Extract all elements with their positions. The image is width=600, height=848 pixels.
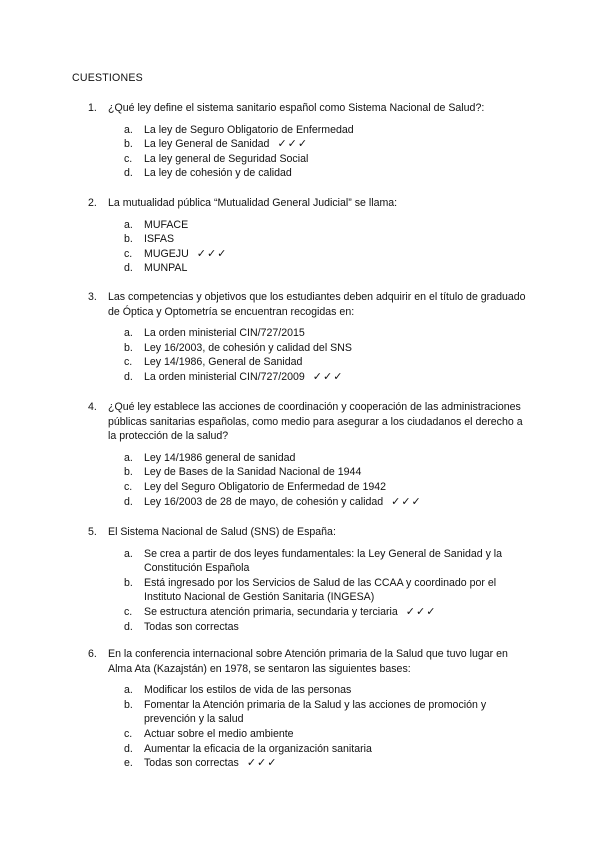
option-item: [124, 495, 528, 510]
options-list: [124, 123, 528, 181]
option-letter: e.: [124, 757, 133, 770]
option-item: [124, 576, 528, 605]
question-text: Las competencias y objetivos que los estudiantes deben adquirir en el título de graduado de Óptica y Optometría se encuentran recogidas en:: [108, 291, 526, 318]
option-text: [144, 355, 528, 370]
option-text: [144, 683, 528, 698]
question-text: ¿Qué ley establece las acciones de coordinación y cooperación de las administraciones públicas sanitarias españolas, como medio para asegurar a los ciudadanos el derecho a la protección de la salud?: [108, 401, 523, 443]
option-text: [144, 451, 528, 466]
option-label: Todas son correctas: [144, 757, 239, 770]
option-label: Fomentar la Atención primaria de la Salud y las acciones de promoción y prevención y la salud: [144, 698, 487, 726]
option-letter: b.: [124, 138, 133, 151]
option-letter: a.: [124, 327, 133, 340]
option-item: [124, 261, 528, 276]
option-label: Ley 14/1986, General de Sanidad: [144, 356, 303, 369]
question-number: 4.: [88, 401, 97, 413]
option-letter: a.: [124, 547, 133, 560]
option-label: Está ingresado por los Servicios de Salud de las CCAA y coordinado por el Instituto Nacional de Gestión Sanitaria (INGESA): [144, 576, 497, 604]
option-letter: c.: [124, 152, 133, 165]
option-item: [124, 232, 528, 247]
option-text: [144, 742, 528, 757]
option-label: Ley de Bases de la Sanidad Nacional de 1944: [144, 466, 362, 479]
option-letter: d.: [124, 495, 133, 508]
option-item: [124, 683, 528, 698]
question-4: [88, 400, 528, 509]
option-item: [124, 465, 528, 480]
question-text: En la conferencia internacional sobre Atención primaria de la Salud que tuvo lugar en Alma Ata (Kazajstán) en 1978, se sentaron las siguientes bases:: [108, 648, 508, 675]
option-text: [144, 480, 528, 495]
option-label: Se crea a partir de dos leyes fundamentales: la Ley General de Sanidad y la Constitución Española: [144, 547, 503, 575]
option-text: [144, 152, 528, 167]
option-text: [144, 605, 528, 620]
option-letter: c.: [124, 727, 133, 740]
question-5: [88, 525, 528, 634]
question-number: 3.: [88, 291, 97, 303]
option-text: [144, 370, 528, 385]
correct-check-icon: ✓✓✓: [405, 604, 437, 618]
option-item: [124, 547, 528, 576]
option-item: [124, 620, 528, 635]
question-row: [88, 647, 528, 676]
option-letter: a.: [124, 451, 133, 464]
question-number: 1.: [88, 102, 97, 114]
option-item: [124, 247, 528, 262]
question-1: [88, 101, 528, 181]
option-item: [124, 742, 528, 757]
option-letter: b.: [124, 233, 133, 246]
option-label: MUNPAL: [144, 262, 188, 275]
option-label: Actuar sobre el medio ambiente: [144, 727, 294, 740]
question-row: [88, 400, 528, 444]
option-letter: a.: [124, 684, 133, 697]
option-letter: c.: [124, 480, 133, 493]
option-letter: b.: [124, 466, 133, 479]
option-letter: c.: [124, 605, 133, 618]
option-item: [124, 123, 528, 138]
option-label: Ley 16/2003, de cohesión y calidad del SNS: [144, 341, 352, 354]
correct-check-icon: ✓✓✓: [246, 756, 278, 770]
option-label: La orden ministerial CIN/727/2015: [144, 327, 305, 340]
option-item: [124, 727, 528, 742]
option-label: La orden ministerial CIN/727/2009: [144, 370, 305, 383]
option-text: [144, 547, 528, 576]
option-text: [144, 576, 528, 605]
option-letter: d.: [124, 370, 133, 383]
option-text: [144, 341, 528, 356]
option-label: ISFAS: [144, 233, 175, 246]
question-row: [88, 290, 528, 319]
page-title: CUESTIONES: [72, 72, 143, 84]
option-letter: d.: [124, 167, 133, 180]
correct-check-icon: ✓✓✓: [391, 494, 422, 508]
option-text: [144, 232, 528, 247]
option-label: Ley 14/1986 general de sanidad: [144, 451, 296, 464]
correct-check-icon: ✓✓✓: [312, 369, 344, 383]
option-letter: a.: [124, 123, 133, 136]
options-list: [124, 451, 528, 509]
option-letter: d.: [124, 262, 133, 275]
option-letter: c.: [124, 356, 133, 369]
question-6: [88, 647, 528, 771]
option-label: MUGEJU: [144, 247, 189, 260]
option-letter: d.: [124, 742, 133, 755]
option-label: La ley de cohesión y de calidad: [144, 167, 292, 180]
option-letter: b.: [124, 341, 133, 354]
question-number: 5.: [88, 526, 97, 538]
option-label: Todas son correctas: [144, 620, 239, 633]
question-text: La mutualidad pública “Mutualidad General Judicial” se llama:: [108, 197, 398, 209]
question-text: ¿Qué ley define el sistema sanitario español como Sistema Nacional de Salud?:: [108, 102, 485, 114]
option-text: [144, 465, 528, 480]
option-item: [124, 698, 528, 727]
option-item: [124, 326, 528, 341]
question-row: [88, 525, 528, 540]
option-text: [144, 698, 528, 727]
question-text: El Sistema Nacional de Salud (SNS) de España:: [108, 526, 336, 538]
question-number: 6.: [88, 648, 97, 660]
option-label: MUFACE: [144, 218, 189, 231]
option-label: Aumentar la eficacia de la organización sanitaria: [144, 742, 372, 755]
option-item: [124, 166, 528, 181]
option-text: [144, 247, 528, 262]
option-text: [144, 218, 528, 233]
option-item: [124, 341, 528, 356]
option-item: [124, 152, 528, 167]
option-item: [124, 137, 528, 152]
option-text: [144, 495, 528, 510]
option-text: [144, 727, 528, 742]
option-item: [124, 218, 528, 233]
option-item: [124, 480, 528, 495]
correct-check-icon: ✓✓✓: [196, 246, 228, 260]
option-label: La ley general de Seguridad Social: [144, 152, 309, 165]
option-item: [124, 355, 528, 370]
options-list: [124, 547, 528, 635]
question-row: [88, 196, 528, 211]
options-list: [124, 218, 528, 276]
option-label: Se estructura atención primaria, secundaria y terciaria: [144, 605, 398, 618]
option-letter: a.: [124, 218, 133, 231]
option-letter: b.: [124, 576, 133, 589]
options-list: [124, 326, 528, 384]
correct-check-icon: ✓✓✓: [277, 137, 309, 151]
option-item: [124, 605, 528, 620]
option-letter: d.: [124, 620, 133, 633]
question-2: [88, 196, 528, 276]
question-3: [88, 290, 528, 385]
option-item: [124, 756, 528, 771]
option-text: [144, 137, 528, 152]
option-item: [124, 370, 528, 385]
option-text: [144, 166, 528, 181]
option-text: [144, 756, 528, 771]
option-label: La ley de Seguro Obligatorio de Enfermedad: [144, 123, 354, 136]
options-list: [124, 683, 528, 771]
option-text: [144, 326, 528, 341]
option-label: Ley 16/2003 de 28 de mayo, de cohesión y calidad: [144, 495, 384, 508]
question-number: 2.: [88, 197, 97, 209]
option-label: Ley del Seguro Obligatorio de Enfermedad de 1942: [144, 480, 387, 493]
option-label: La ley General de Sanidad: [144, 138, 270, 151]
option-text: [144, 620, 528, 635]
question-row: [88, 101, 528, 116]
option-item: [124, 451, 528, 466]
option-label: Modificar los estilos de vida de las personas: [144, 684, 352, 697]
option-text: [144, 123, 528, 138]
option-letter: b.: [124, 698, 133, 711]
option-text: [144, 261, 528, 276]
option-letter: c.: [124, 247, 133, 260]
